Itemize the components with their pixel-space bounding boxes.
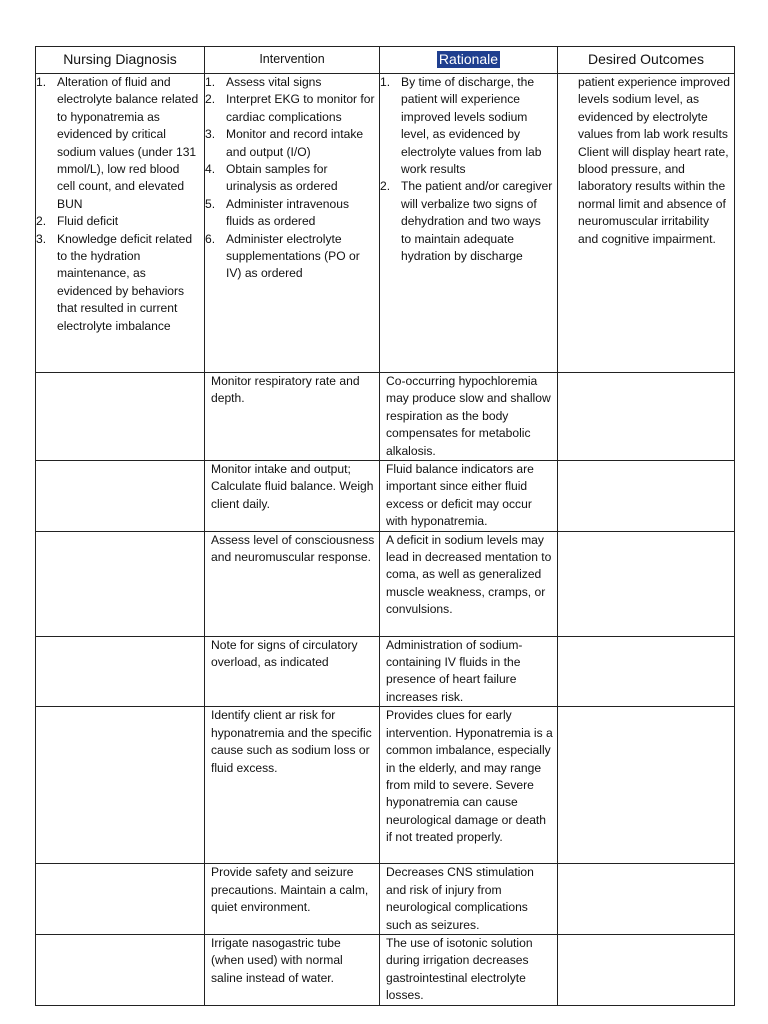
outcome-cell: [558, 373, 735, 461]
list-item: 3. Knowledge deficit related to the hydration maintenance, as evidenced by behaviors that resulted in current electrolyte imbalance: [36, 231, 193, 333]
list-item: 6. Administer electrolyte supplementations (PO or IV) as ordered: [205, 231, 360, 281]
intervention-cell: Assess level of consciousness and neuromuscular response.: [205, 531, 380, 636]
diagnosis-cell: [36, 934, 205, 1005]
diagnosis-cell: [36, 707, 205, 864]
intervention-cell: Provide safety and seizure precautions. Maintain a calm, quiet environment.: [205, 864, 380, 935]
list-item: 3. Monitor and record intake and output (I/O): [205, 127, 364, 159]
rationale-cell: Administration of sodium-containing IV fluids in the presence of heart failure increases risk.: [380, 636, 558, 707]
diagnosis-cell: [36, 461, 205, 532]
outcome-cell: [558, 864, 735, 935]
table-row: [36, 461, 735, 532]
list-item: 2. Interpret EKG to monitor for cardiac complications: [205, 92, 375, 124]
highlighted-rationale: Rationale: [438, 50, 499, 67]
header-intervention: Intervention: [205, 47, 380, 74]
diagnosis-cell: [36, 864, 205, 935]
list-item: 1. By time of discharge, the patient will experience improved levels sodium level, as evidenced by electrolyte values from lab work results: [380, 75, 542, 177]
list-item: 2. The patient and/or caregiver will verbalize two signs of dehydration and two ways to maintain adequate hydration by discharge: [380, 179, 553, 264]
care-plan-table: [35, 46, 735, 1006]
outcome-cell: [558, 636, 735, 707]
rationale-cell: The use of isotonic solution during irrigation decreases gastrointestinal electrolyte losses.: [380, 934, 558, 1005]
outcome-cell: [558, 934, 735, 1005]
intervention-cell: Monitor respiratory rate and depth.: [205, 373, 380, 461]
list-item: 4. Obtain samples for urinalysis as ordered: [205, 162, 338, 194]
rationale-cell: Decreases CNS stimulation and risk of injury from neurological complications such as seizures.: [380, 864, 558, 935]
intervention-cell: Identify client ar risk for hyponatremia and the specific cause such as sodium loss or fluid excess.: [205, 707, 380, 864]
rationale-cell: Fluid balance indicators are important since either fluid excess or deficit may occur with hyponatremia.: [380, 461, 558, 532]
diagnosis-cell: [36, 74, 205, 373]
intervention-cell: Monitor intake and output; Calculate fluid balance. Weigh client daily.: [205, 461, 380, 532]
outcome-cell: [558, 707, 735, 864]
rationale-cell: Provides clues for early intervention. Hyponatremia is a common imbalance, especially in the elderly, and may range from mild to severe. Severe hyponatremia can cause neurological damage or death if not treated properly.: [380, 707, 558, 864]
rationale-cell: Co-occurring hypochloremia may produce slow and shallow respiration as the body compensates for metabolic alkalosis.: [380, 373, 558, 461]
intervention-cell: Irrigate nasogastric tube (when used) with normal saline instead of water.: [205, 934, 380, 1005]
header-nursing-diagnosis: Nursing Diagnosis: [36, 47, 205, 74]
rationale-cell: [380, 74, 558, 373]
list-item: 1. Assess vital signs: [205, 75, 322, 89]
table-row: [36, 74, 735, 373]
outcome-cell: patient experience improved levels sodium level, as evidenced by electrolyte values from lab work results Client will display heart rate, blood pressure, and laboratory results within the normal limit and absence of neuromuscular irritability and cognitive impairment.: [558, 74, 735, 373]
list-item: 5. Administer intravenous fluids as ordered: [205, 196, 350, 229]
list-item: 1. Alteration of fluid and electrolyte balance related to hyponatremia as evidenced by critical sodium values (under 131 mmol/L), low red blood cell count, and elevated BUN: [36, 75, 199, 211]
table-row: [36, 531, 735, 636]
table-row: [36, 373, 735, 461]
table-row: [36, 864, 735, 935]
diagnosis-cell: [36, 373, 205, 461]
intervention-cell: Note for signs of circulatory overload, as indicated: [205, 636, 380, 707]
outcome-cell: [558, 461, 735, 532]
rationale-cell: A deficit in sodium levels may lead in decreased mentation to coma, as well as generalized muscle weakness, cramps, or convulsions.: [380, 531, 558, 636]
header-desired-outcomes: Desired Outcomes: [558, 47, 735, 74]
header-rationale: [380, 47, 558, 74]
outcome-cell: [558, 531, 735, 636]
table-row: [36, 934, 735, 1005]
header-row: [36, 47, 735, 74]
diagnosis-cell: [36, 531, 205, 636]
diagnosis-cell: [36, 636, 205, 707]
intervention-cell: [205, 74, 380, 373]
list-item: 2. Fluid deficit: [36, 214, 119, 229]
table-row: [36, 636, 735, 707]
table-row: [36, 707, 735, 864]
